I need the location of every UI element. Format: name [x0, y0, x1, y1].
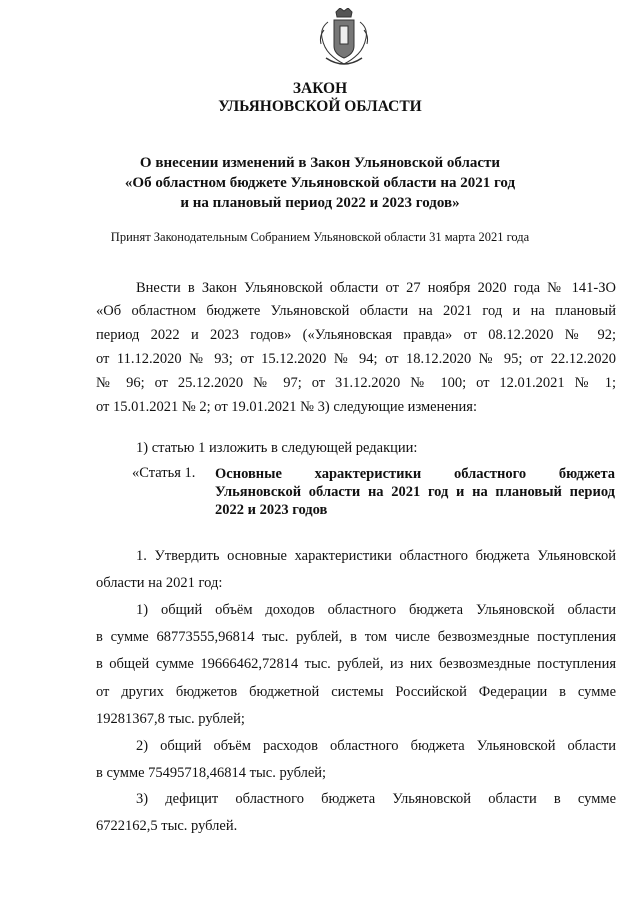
paragraph-line: в сумме 68773555,96814 тыс. рублей, в том числе безвозмездные поступления [96, 629, 616, 645]
paragraph-line: в сумме 75495718,46814 тыс. рублей; [96, 765, 327, 781]
paragraph-line: от 11.12.2020 № 93; от 15.12.2020 № 94; от 18.12.2020 № 95; от 22.12.2020 [96, 351, 616, 367]
paragraph-line: от 15.01.2021 № 2; от 19.01.2021 № 3) следующие изменения: [96, 399, 477, 415]
paragraph-line: «Об областном бюджете Ульяновской области на 2021 год и на плановый [96, 303, 616, 319]
article-label: «Статья 1. [132, 465, 196, 481]
article-title-line: Ульяновской области на 2021 год и на плановый период [215, 484, 615, 500]
paragraph-line: период 2022 и 2023 годов» («Ульяновская правда» от 08.12.2020 № 92; [96, 327, 616, 343]
paragraph-line: области на 2021 год: [96, 575, 223, 591]
paragraph-line: 2) общий объём расходов областного бюджета Ульяновской области [136, 738, 616, 754]
subject-line: «Об областном бюджете Ульяновской области на 2021 год [124, 175, 516, 191]
paragraph-line: 6722162,5 тыс. рублей. [96, 818, 238, 834]
paragraph-line: № 96; от 25.12.2020 № 97; от 31.12.2020 № 100; от 12.01.2021 № 1; [96, 375, 616, 391]
paragraph-line: 1) общий объём доходов областного бюджета Ульяновской области [136, 602, 616, 618]
subject-line: О внесении изменений в Закон Ульяновской области [139, 155, 501, 171]
subject-line: и на плановый период 2022 и 2023 годов» [180, 195, 460, 211]
adoption-note: Принят Законодательным Собранием Ульяновской области 31 марта 2021 года [110, 230, 530, 244]
paragraph-line: 3) дефицит областного бюджета Ульяновской области в сумме [136, 791, 616, 807]
article-title-line: Основные характеристики областного бюджета [215, 466, 615, 482]
article-title-line: 2022 и 2023 годов [215, 502, 328, 518]
paragraph-line: Внести в Закон Ульяновской области от 27 ноября 2020 года № 141-ЗО [136, 280, 616, 296]
law-subject [0, 153, 640, 213]
paragraph-line: 19281367,8 тыс. рублей; [96, 711, 245, 727]
coat-of-arms-emblem [318, 8, 370, 70]
law-title: ЗАКОН [292, 80, 348, 97]
paragraph-line: 1. Утвердить основные характеристики областного бюджета Ульяновской [136, 548, 616, 564]
paragraph-line: от других бюджетов бюджетной системы Российской Федерации в сумме [96, 684, 616, 700]
paragraph-line: 1) статью 1 изложить в следующей редакции: [136, 440, 418, 456]
region-title: УЛЬЯНОВСКОЙ ОБЛАСТИ [218, 98, 422, 115]
paragraph-line: в общей сумме 19666462,72814 тыс. рублей, из них безвозмездные поступления [96, 656, 616, 672]
